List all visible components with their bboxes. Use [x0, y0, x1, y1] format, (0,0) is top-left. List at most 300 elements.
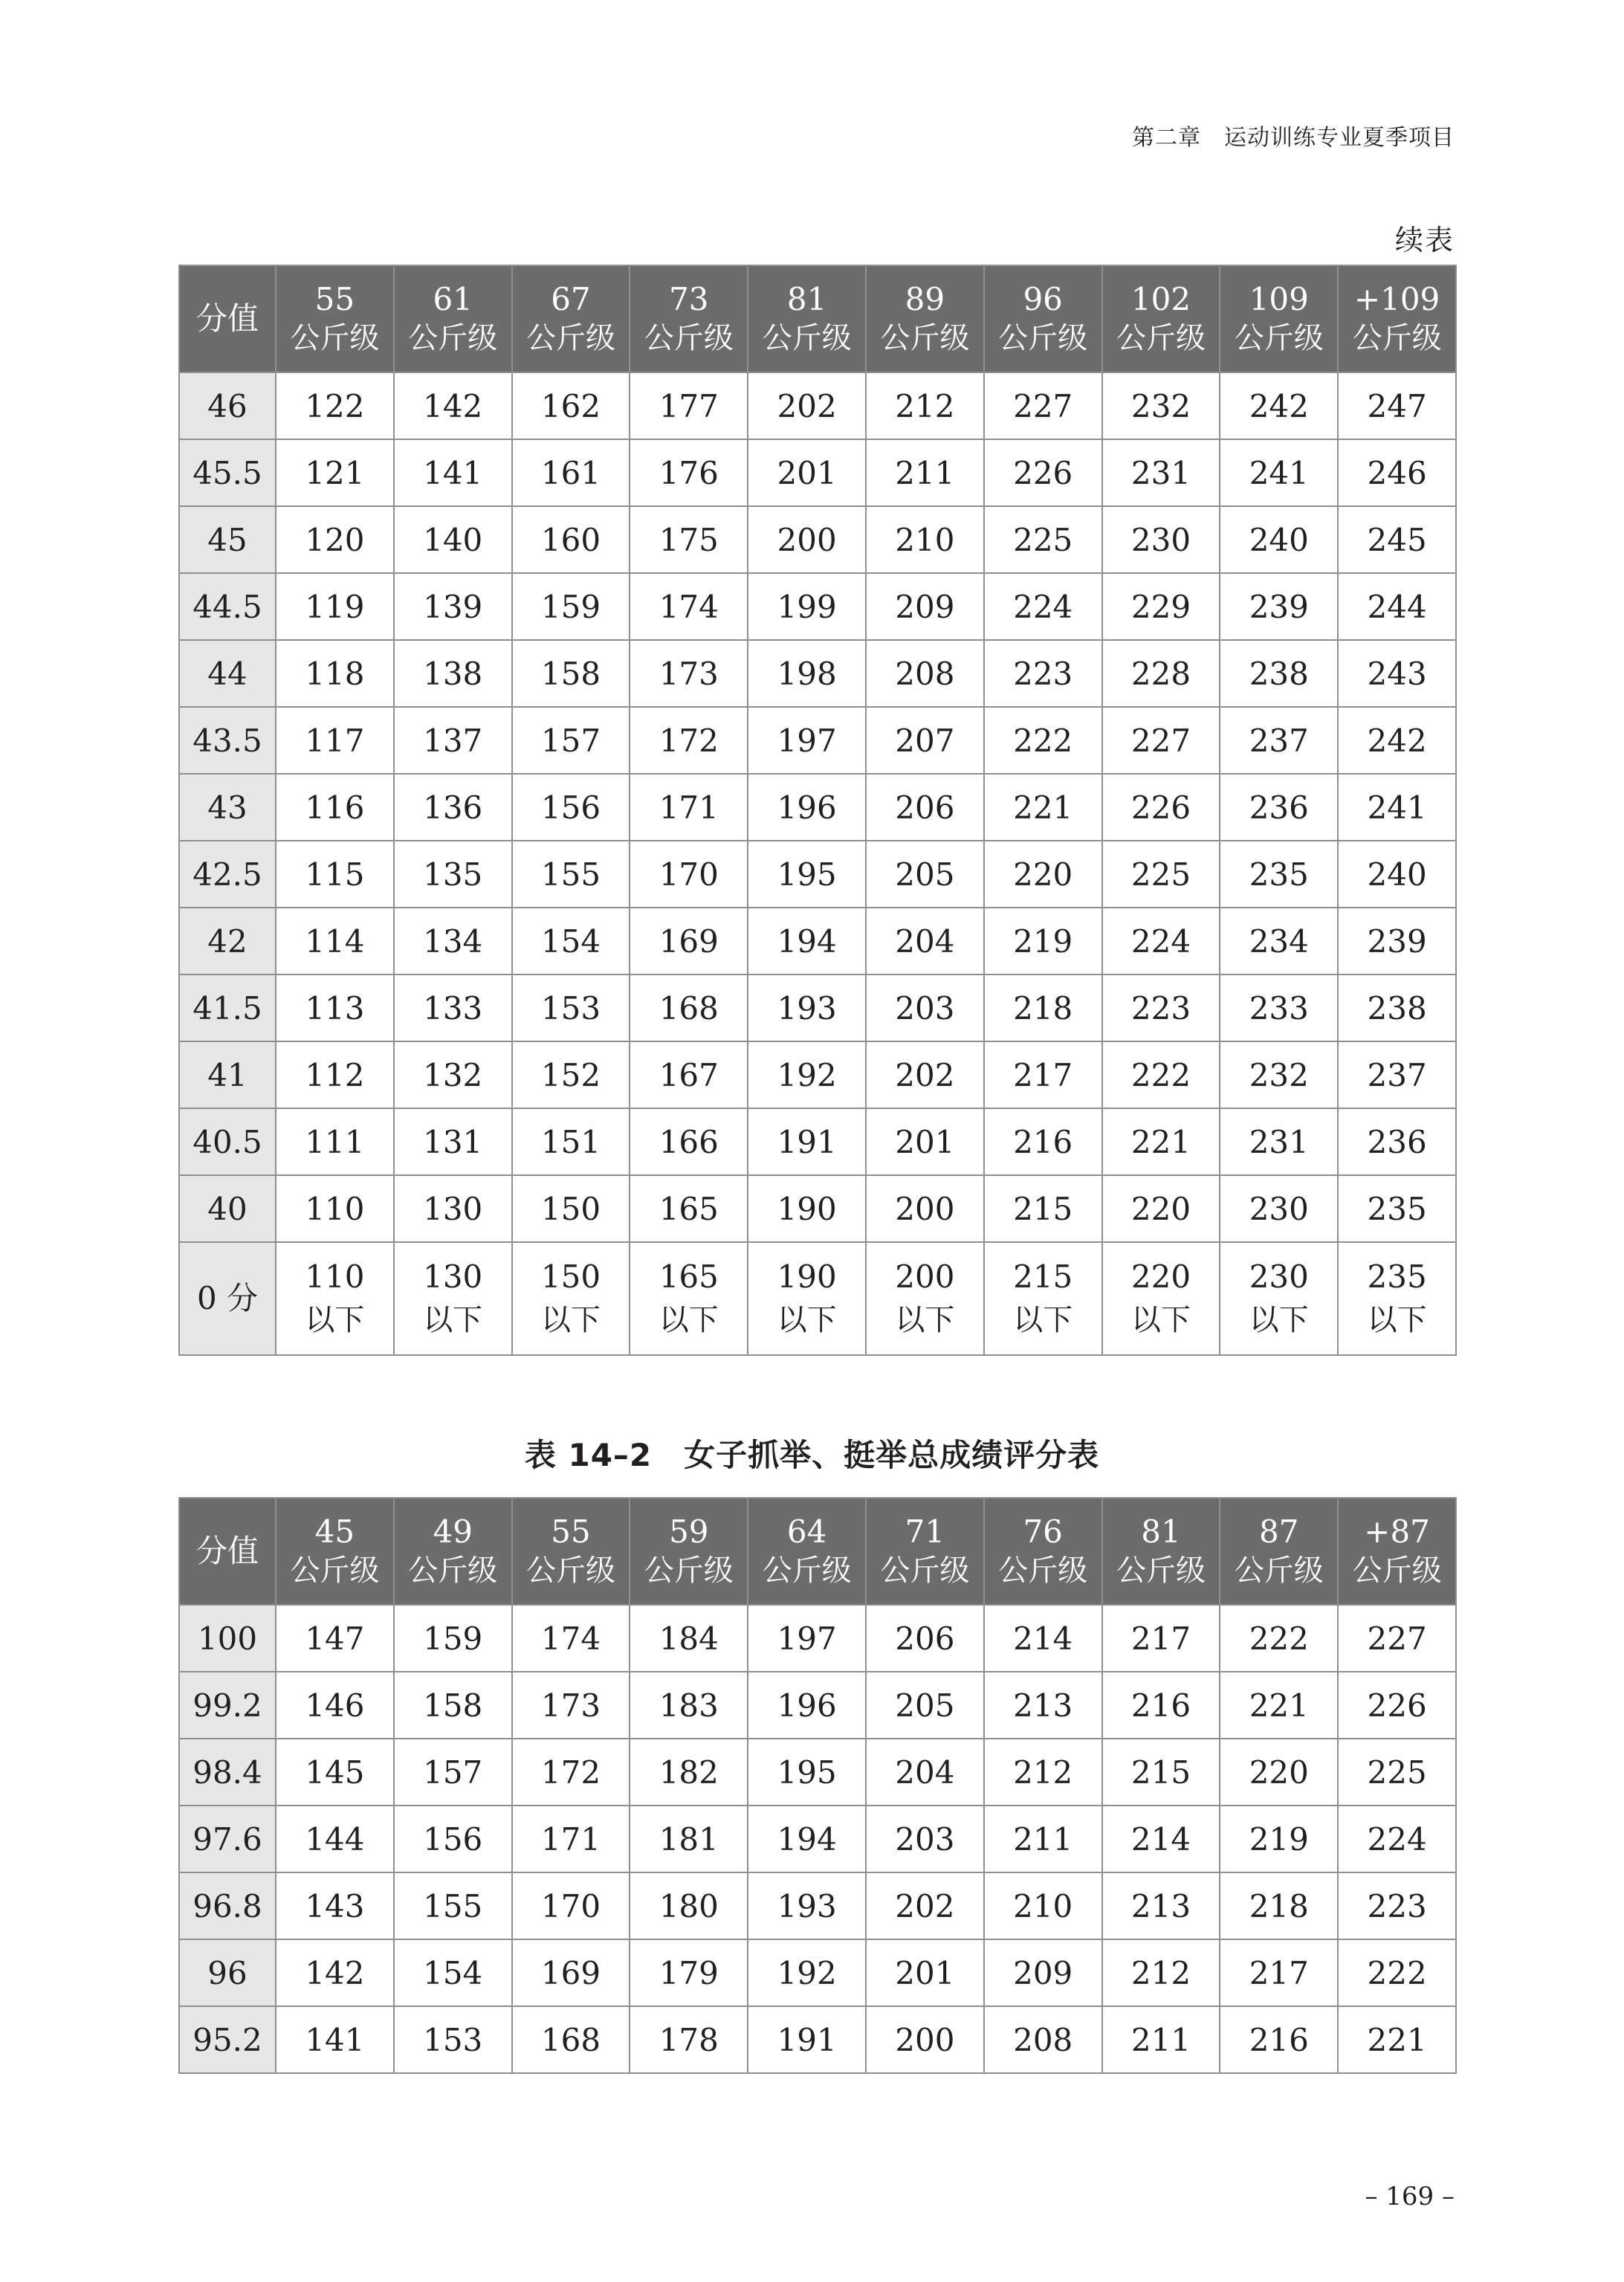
weight-total-cell: 172	[512, 1739, 630, 1806]
weight-class-value: 61	[433, 281, 473, 317]
table-row	[179, 974, 1456, 1041]
weight-total-cell: 184	[630, 1605, 748, 1672]
weight-total-cell: 151	[512, 1108, 630, 1175]
weight-total-cell: 242	[1338, 707, 1456, 774]
weight-class-value: 102	[1130, 281, 1191, 317]
weight-total-cell: 195	[748, 1739, 866, 1806]
weight-total-cell: 220	[984, 841, 1102, 908]
weight-total-cell: 241	[1338, 774, 1456, 841]
weight-class-unit: 公斤级	[290, 321, 380, 355]
weight-total-cell: 198	[748, 640, 866, 707]
weight-class-header	[1220, 265, 1338, 372]
weight-class-header	[1220, 1498, 1338, 1605]
weight-total-cell: 222	[1338, 1939, 1456, 2006]
weight-total-cell: 231	[1220, 1108, 1338, 1175]
weight-class-header	[630, 1498, 748, 1605]
threshold-value: 110	[305, 1258, 365, 1295]
below-label: 以下	[777, 1303, 837, 1337]
weight-total-cell: 232	[1220, 1041, 1338, 1108]
score-cell: 96.8	[179, 1872, 276, 1939]
weight-total-cell: 110	[276, 1175, 394, 1242]
threshold-cell	[1220, 1242, 1338, 1355]
weight-total-cell: 140	[394, 506, 512, 573]
weight-total-cell: 145	[276, 1739, 394, 1806]
weight-total-cell: 238	[1220, 640, 1338, 707]
weight-class-unit: 公斤级	[644, 321, 734, 355]
weight-total-cell: 221	[1338, 2006, 1456, 2073]
weight-class-header	[512, 1498, 630, 1605]
weight-total-cell: 119	[276, 573, 394, 640]
weight-total-cell: 243	[1338, 640, 1456, 707]
weight-total-cell: 214	[1102, 1806, 1220, 1872]
weight-class-value: 89	[905, 281, 945, 317]
weight-total-cell: 190	[748, 1175, 866, 1242]
score-cell: 43	[179, 774, 276, 841]
weight-total-cell: 170	[512, 1872, 630, 1939]
weight-total-cell: 233	[1220, 974, 1338, 1041]
weight-total-cell: 219	[984, 908, 1102, 974]
weight-total-cell: 226	[1102, 774, 1220, 841]
weight-class-unit: 公斤级	[1116, 1554, 1206, 1588]
weight-total-cell: 154	[512, 908, 630, 974]
threshold-cell	[1102, 1242, 1220, 1355]
score-cell: 43.5	[179, 707, 276, 774]
weight-class-unit: 公斤级	[1352, 321, 1442, 355]
weight-class-header	[630, 265, 748, 372]
table-row	[179, 1672, 1456, 1739]
weight-class-unit: 公斤级	[408, 321, 498, 355]
weight-class-unit: 公斤级	[762, 321, 852, 355]
table-row	[179, 1108, 1456, 1175]
weight-class-value: 96	[1023, 281, 1063, 317]
table-title: 表 14–2 女子抓举、挺举总成绩评分表	[524, 1437, 1100, 1473]
weight-total-cell: 216	[1220, 2006, 1338, 2073]
weight-total-cell: 169	[512, 1939, 630, 2006]
weight-total-cell: 247	[1338, 372, 1456, 439]
threshold-value: 165	[659, 1258, 719, 1295]
threshold-cell	[748, 1242, 866, 1355]
weight-total-cell: 158	[512, 640, 630, 707]
weight-total-cell: 132	[394, 1041, 512, 1108]
weight-total-cell: 225	[1338, 1739, 1456, 1806]
weight-total-cell: 227	[1102, 707, 1220, 774]
weight-total-cell: 111	[276, 1108, 394, 1175]
weight-total-cell: 159	[512, 573, 630, 640]
below-label: 以下	[1013, 1303, 1073, 1337]
weight-total-cell: 162	[512, 372, 630, 439]
weight-total-cell: 224	[984, 573, 1102, 640]
weight-total-cell: 131	[394, 1108, 512, 1175]
threshold-cell	[276, 1242, 394, 1355]
weight-total-cell: 206	[866, 1605, 984, 1672]
weight-total-cell: 232	[1102, 372, 1220, 439]
weight-total-cell: 225	[984, 506, 1102, 573]
weight-total-cell: 227	[984, 372, 1102, 439]
weight-total-cell: 181	[630, 1806, 748, 1872]
weight-total-cell: 173	[630, 640, 748, 707]
weight-class-header	[1338, 265, 1456, 372]
weight-total-cell: 205	[866, 1672, 984, 1739]
weight-total-cell: 203	[866, 974, 984, 1041]
weight-total-cell: 200	[866, 2006, 984, 2073]
weight-total-cell: 168	[630, 974, 748, 1041]
table-row	[179, 707, 1456, 774]
weight-total-cell: 191	[748, 2006, 866, 2073]
threshold-value: 230	[1249, 1258, 1309, 1295]
weight-total-cell: 196	[748, 1672, 866, 1739]
weight-class-unit: 公斤级	[1116, 321, 1206, 355]
table-row	[179, 841, 1456, 908]
weight-total-cell: 203	[866, 1806, 984, 1872]
weight-total-cell: 214	[984, 1605, 1102, 1672]
weight-total-cell: 204	[866, 908, 984, 974]
weight-total-cell: 202	[748, 372, 866, 439]
weight-total-cell: 130	[394, 1175, 512, 1242]
weight-total-cell: 197	[748, 1605, 866, 1672]
threshold-value: 220	[1130, 1258, 1191, 1295]
weight-total-cell: 225	[1102, 841, 1220, 908]
weight-total-cell: 114	[276, 908, 394, 974]
weight-class-header	[276, 265, 394, 372]
score-cell: 100	[179, 1605, 276, 1672]
weight-total-cell: 228	[1102, 640, 1220, 707]
threshold-cell	[1338, 1242, 1456, 1355]
weight-total-cell: 246	[1338, 439, 1456, 506]
weight-total-cell: 168	[512, 2006, 630, 2073]
score-column-header: 分值	[179, 1498, 276, 1605]
weight-total-cell: 234	[1220, 908, 1338, 974]
weight-total-cell: 236	[1220, 774, 1338, 841]
threshold-value: 130	[423, 1258, 483, 1295]
weight-total-cell: 235	[1338, 1175, 1456, 1242]
weight-total-cell: 116	[276, 774, 394, 841]
weight-total-cell: 207	[866, 707, 984, 774]
weight-total-cell: 155	[394, 1872, 512, 1939]
weight-total-cell: 229	[1102, 573, 1220, 640]
weight-class-header	[512, 265, 630, 372]
weight-class-header	[984, 265, 1102, 372]
weight-total-cell: 212	[866, 372, 984, 439]
weight-class-unit: 公斤级	[525, 321, 615, 355]
weight-total-cell: 220	[1102, 1175, 1220, 1242]
score-cell: 96	[179, 1939, 276, 2006]
table-row	[179, 2006, 1456, 2073]
weight-total-cell: 206	[866, 774, 984, 841]
weight-total-cell: 141	[276, 2006, 394, 2073]
weight-total-cell: 153	[512, 974, 630, 1041]
weight-class-value: 55	[551, 1513, 591, 1550]
weight-total-cell: 193	[748, 974, 866, 1041]
weight-total-cell: 170	[630, 841, 748, 908]
threshold-value: 235	[1367, 1258, 1427, 1295]
weight-total-cell: 182	[630, 1739, 748, 1806]
weight-class-unit: 公斤级	[1234, 321, 1324, 355]
below-label: 以下	[305, 1303, 365, 1337]
page-number: – 169 –	[1365, 2182, 1455, 2211]
weight-total-cell: 138	[394, 640, 512, 707]
weight-total-cell: 141	[394, 439, 512, 506]
weight-total-cell: 211	[984, 1806, 1102, 1872]
score-column-header: 分值	[179, 265, 276, 372]
weight-total-cell: 113	[276, 974, 394, 1041]
weight-total-cell: 183	[630, 1672, 748, 1739]
weight-total-cell: 173	[512, 1672, 630, 1739]
weight-class-unit: 公斤级	[644, 1554, 734, 1588]
weight-class-value: 87	[1259, 1513, 1299, 1550]
weight-class-value: +87	[1364, 1513, 1430, 1550]
table-row	[179, 1806, 1456, 1872]
weight-total-cell: 230	[1102, 506, 1220, 573]
score-cell: 45	[179, 506, 276, 573]
weight-total-cell: 160	[512, 506, 630, 573]
weight-class-value: 67	[551, 281, 591, 317]
weight-total-cell: 221	[984, 774, 1102, 841]
weight-total-cell: 194	[748, 1806, 866, 1872]
threshold-value: 215	[1013, 1258, 1073, 1295]
weight-total-cell: 136	[394, 774, 512, 841]
weight-total-cell: 213	[1102, 1872, 1220, 1939]
weight-total-cell: 231	[1102, 439, 1220, 506]
weight-total-cell: 219	[1220, 1806, 1338, 1872]
weight-total-cell: 222	[1220, 1605, 1338, 1672]
score-cell: 0 分	[179, 1242, 276, 1355]
weight-total-cell: 211	[866, 439, 984, 506]
weight-total-cell: 154	[394, 1939, 512, 2006]
score-cell: 44	[179, 640, 276, 707]
weight-total-cell: 236	[1338, 1108, 1456, 1175]
weight-total-cell: 177	[630, 372, 748, 439]
weight-class-value: 71	[905, 1513, 945, 1550]
score-cell: 97.6	[179, 1806, 276, 1872]
weight-total-cell: 224	[1338, 1806, 1456, 1872]
weight-total-cell: 212	[984, 1739, 1102, 1806]
weight-total-cell: 137	[394, 707, 512, 774]
below-label: 以下	[540, 1303, 601, 1337]
weight-total-cell: 122	[276, 372, 394, 439]
weight-total-cell: 118	[276, 640, 394, 707]
weight-class-header	[748, 265, 866, 372]
weight-total-cell: 235	[1220, 841, 1338, 908]
weight-total-cell: 212	[1102, 1939, 1220, 2006]
weight-total-cell: 205	[866, 841, 984, 908]
weight-total-cell: 135	[394, 841, 512, 908]
weight-total-cell: 153	[394, 2006, 512, 2073]
weight-class-unit: 公斤级	[880, 321, 970, 355]
score-cell: 42	[179, 908, 276, 974]
weight-total-cell: 208	[866, 640, 984, 707]
weight-total-cell: 241	[1220, 439, 1338, 506]
men-score-table-continued	[178, 265, 1457, 1356]
weight-total-cell: 121	[276, 439, 394, 506]
weight-total-cell: 174	[630, 573, 748, 640]
weight-total-cell: 142	[276, 1939, 394, 2006]
weight-total-cell: 208	[984, 2006, 1102, 2073]
weight-total-cell: 217	[984, 1041, 1102, 1108]
weight-total-cell: 200	[866, 1175, 984, 1242]
table-row	[179, 439, 1456, 506]
weight-total-cell: 239	[1338, 908, 1456, 974]
weight-class-unit: 公斤级	[1352, 1554, 1442, 1588]
weight-total-cell: 209	[984, 1939, 1102, 2006]
weight-total-cell: 192	[748, 1939, 866, 2006]
weight-class-value: 49	[433, 1513, 473, 1550]
score-cell: 42.5	[179, 841, 276, 908]
weight-total-cell: 144	[276, 1806, 394, 1872]
weight-total-cell: 204	[866, 1739, 984, 1806]
score-cell: 46	[179, 372, 276, 439]
weight-total-cell: 197	[748, 707, 866, 774]
weight-class-unit: 公斤级	[1234, 1554, 1324, 1588]
weight-total-cell: 115	[276, 841, 394, 908]
weight-total-cell: 213	[984, 1672, 1102, 1739]
weight-total-cell: 202	[866, 1041, 984, 1108]
weight-total-cell: 172	[630, 707, 748, 774]
weight-class-header	[748, 1498, 866, 1605]
weight-class-unit: 公斤级	[762, 1554, 852, 1588]
weight-total-cell: 216	[984, 1108, 1102, 1175]
weight-total-cell: 133	[394, 974, 512, 1041]
score-cell: 41	[179, 1041, 276, 1108]
weight-total-cell: 156	[394, 1806, 512, 1872]
threshold-value: 190	[777, 1258, 837, 1295]
table-row	[179, 1041, 1456, 1108]
weight-total-cell: 157	[512, 707, 630, 774]
continued-label: 续表	[1394, 224, 1455, 256]
score-cell: 44.5	[179, 573, 276, 640]
weight-total-cell: 174	[512, 1605, 630, 1672]
weight-total-cell: 223	[1338, 1872, 1456, 1939]
running-header: 第二章 运动训练专业夏季项目	[1132, 125, 1455, 151]
weight-class-unit: 公斤级	[290, 1554, 380, 1588]
weight-class-value: 81	[786, 281, 827, 317]
weight-class-header	[394, 265, 512, 372]
weight-total-cell: 169	[630, 908, 748, 974]
weight-total-cell: 237	[1220, 707, 1338, 774]
weight-total-cell: 239	[1220, 573, 1338, 640]
weight-total-cell: 222	[1102, 1041, 1220, 1108]
threshold-value: 200	[895, 1258, 955, 1295]
weight-class-header	[1102, 1498, 1220, 1605]
threshold-cell	[394, 1242, 512, 1355]
weight-class-value: 55	[314, 281, 355, 317]
weight-total-cell: 143	[276, 1872, 394, 1939]
below-label: 以下	[423, 1303, 483, 1337]
weight-total-cell: 178	[630, 2006, 748, 2073]
weight-total-cell: 201	[866, 1108, 984, 1175]
weight-total-cell: 134	[394, 908, 512, 974]
weight-total-cell: 223	[1102, 974, 1220, 1041]
weight-total-cell: 139	[394, 573, 512, 640]
table-row	[179, 1872, 1456, 1939]
weight-class-header	[866, 1498, 984, 1605]
weight-total-cell: 193	[748, 1872, 866, 1939]
weight-class-value: 64	[786, 1513, 827, 1550]
weight-total-cell: 218	[1220, 1872, 1338, 1939]
weight-total-cell: 175	[630, 506, 748, 573]
weight-total-cell: 155	[512, 841, 630, 908]
weight-total-cell: 167	[630, 1041, 748, 1108]
weight-total-cell: 227	[1338, 1605, 1456, 1672]
score-cell: 41.5	[179, 974, 276, 1041]
weight-total-cell: 196	[748, 774, 866, 841]
weight-total-cell: 215	[1102, 1739, 1220, 1806]
weight-total-cell: 147	[276, 1605, 394, 1672]
weight-total-cell: 240	[1220, 506, 1338, 573]
weight-total-cell: 157	[394, 1739, 512, 1806]
weight-total-cell: 215	[984, 1175, 1102, 1242]
weight-total-cell: 180	[630, 1872, 748, 1939]
score-cell: 40	[179, 1175, 276, 1242]
table-row	[179, 774, 1456, 841]
score-cell: 45.5	[179, 439, 276, 506]
table-row	[179, 1739, 1456, 1806]
weight-total-cell: 217	[1220, 1939, 1338, 2006]
below-label: 以下	[1249, 1303, 1309, 1337]
weight-class-value: 59	[669, 1513, 709, 1550]
table-row	[179, 908, 1456, 974]
weight-total-cell: 216	[1102, 1672, 1220, 1739]
women-score-table	[178, 1497, 1457, 2074]
weight-total-cell: 117	[276, 707, 394, 774]
below-label: 以下	[1130, 1303, 1191, 1337]
weight-total-cell: 237	[1338, 1041, 1456, 1108]
threshold-value: 150	[540, 1258, 601, 1295]
weight-class-header	[866, 265, 984, 372]
weight-total-cell: 223	[984, 640, 1102, 707]
weight-class-header	[984, 1498, 1102, 1605]
threshold-cell	[512, 1242, 630, 1355]
weight-total-cell: 152	[512, 1041, 630, 1108]
weight-total-cell: 224	[1102, 908, 1220, 974]
table-row-zero	[179, 1242, 1456, 1355]
weight-total-cell: 165	[630, 1175, 748, 1242]
weight-total-cell: 166	[630, 1108, 748, 1175]
weight-total-cell: 191	[748, 1108, 866, 1175]
weight-total-cell: 201	[866, 1939, 984, 2006]
weight-class-unit: 公斤级	[880, 1554, 970, 1588]
weight-total-cell: 226	[984, 439, 1102, 506]
weight-class-value: 76	[1023, 1513, 1063, 1550]
below-label: 以下	[1367, 1303, 1427, 1337]
weight-total-cell: 221	[1220, 1672, 1338, 1739]
weight-total-cell: 156	[512, 774, 630, 841]
weight-total-cell: 194	[748, 908, 866, 974]
weight-total-cell: 195	[748, 841, 866, 908]
weight-class-unit: 公斤级	[998, 321, 1088, 355]
weight-total-cell: 199	[748, 573, 866, 640]
weight-total-cell: 245	[1338, 506, 1456, 573]
weight-class-header	[394, 1498, 512, 1605]
table-row	[179, 1939, 1456, 2006]
table-row	[179, 372, 1456, 439]
score-cell: 98.4	[179, 1739, 276, 1806]
threshold-cell	[630, 1242, 748, 1355]
weight-class-value: 45	[314, 1513, 355, 1550]
weight-class-value: 73	[669, 281, 709, 317]
weight-total-cell: 218	[984, 974, 1102, 1041]
weight-total-cell: 209	[866, 573, 984, 640]
weight-total-cell: 240	[1338, 841, 1456, 908]
weight-total-cell: 158	[394, 1672, 512, 1739]
weight-total-cell: 220	[1220, 1739, 1338, 1806]
weight-class-value: 81	[1141, 1513, 1181, 1550]
weight-class-header	[1102, 265, 1220, 372]
weight-total-cell: 146	[276, 1672, 394, 1739]
weight-class-unit: 公斤级	[525, 1554, 615, 1588]
weight-class-header	[276, 1498, 394, 1605]
table-row	[179, 640, 1456, 707]
weight-total-cell: 242	[1220, 372, 1338, 439]
